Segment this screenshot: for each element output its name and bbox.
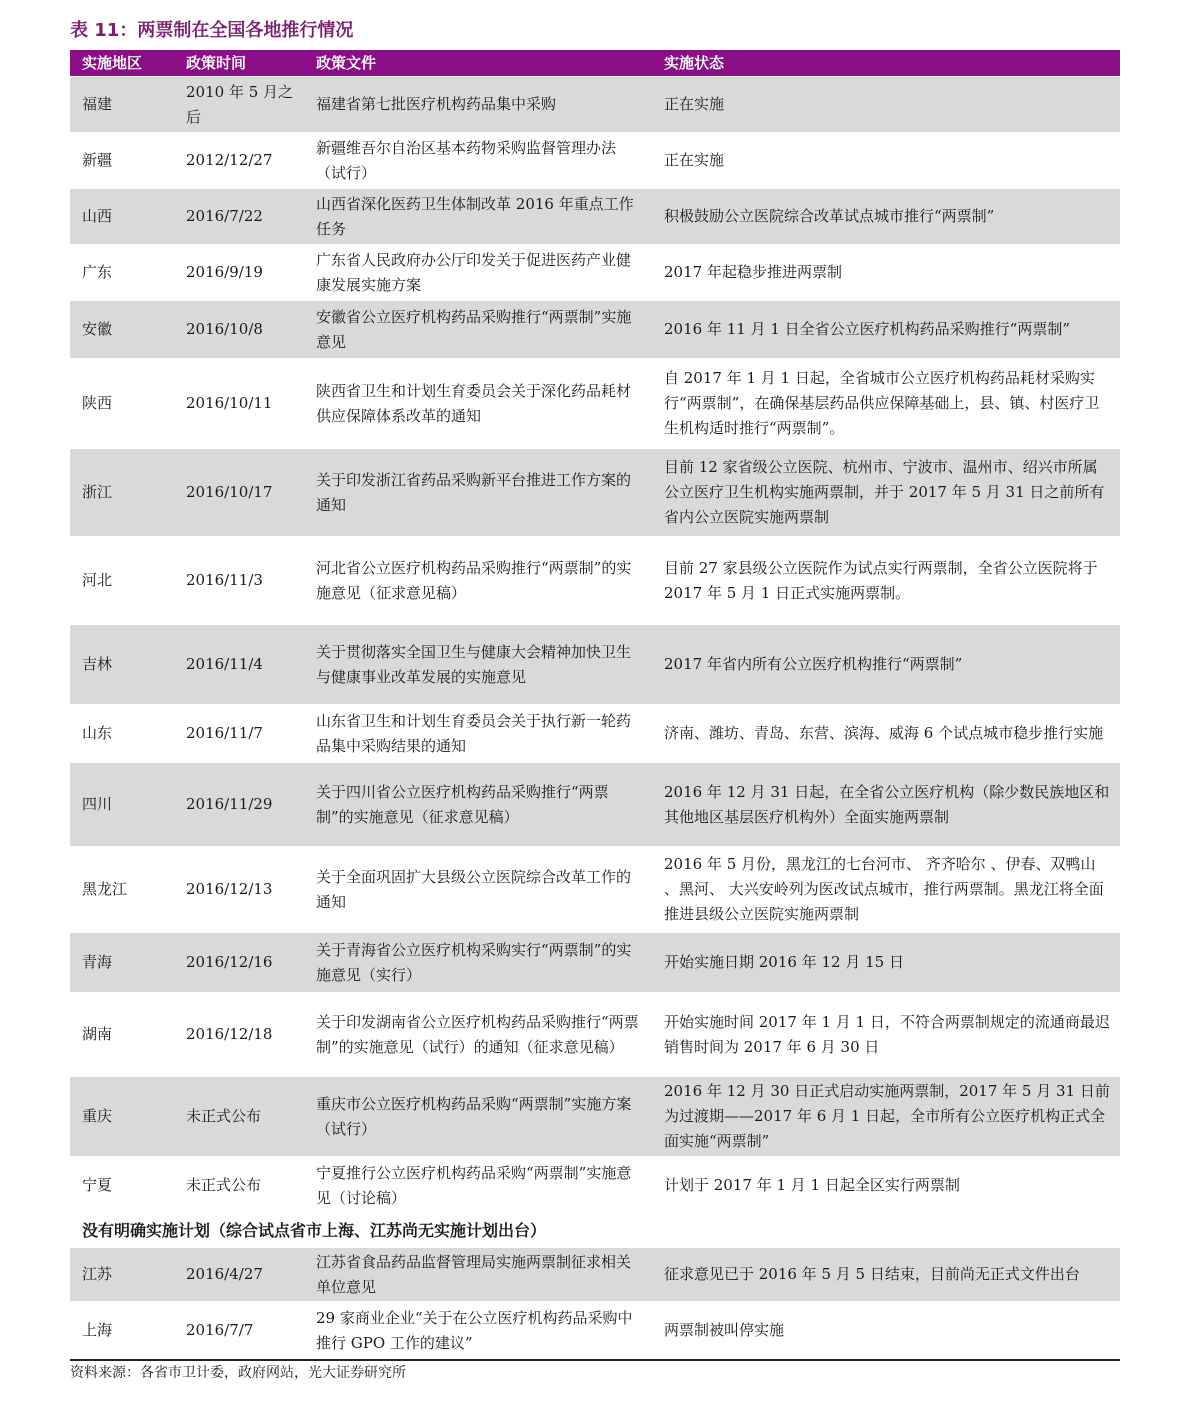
region-cell: 广东	[82, 263, 113, 281]
table-row	[70, 132, 1120, 188]
time-cell: 2010 年 5 月之后	[186, 82, 294, 126]
region-cell: 黑龙江	[82, 880, 128, 898]
header-document: 政策文件	[316, 54, 377, 72]
time-cell: 2016/12/13	[186, 880, 273, 898]
time-cell: 2016/11/3	[186, 571, 263, 589]
region-cell: 福建	[82, 95, 113, 113]
document-cell: 关于贯彻落实全国卫生与健康大会精神加快卫生与健康事业改革发展的实施意见	[316, 642, 632, 686]
region-cell: 陕西	[82, 394, 113, 412]
time-cell: 未正式公布	[186, 1176, 262, 1194]
table-row	[70, 992, 1120, 1076]
status-cell: 开始实施时间 2017 年 1 月 1 日，不符合两票制规定的流通商最迟销售时间为 2017 年 6 月 30 日	[664, 1012, 1110, 1056]
status-cell: 自 2017 年 1 月 1 日起，全省城市公立医疗机构药品耗材采购实行“两票制”，在确保基层药品供应保障基础上，县、镇、村医疗卫生机构适时推行“两票制”。	[664, 369, 1100, 437]
status-cell: 征求意见已于 2016 年 5 月 5 日结束，目前尚无正式文件出台	[664, 1265, 1080, 1283]
table-row	[70, 762, 1120, 846]
table-row	[70, 76, 1120, 132]
region-cell: 山东	[82, 724, 113, 742]
time-cell: 2016/11/29	[186, 795, 273, 813]
status-cell: 目前 27 家县级公立医院作为试点实行两票制，全省公立医院将于 2017 年 5 月 1 日正式实施两票制。	[664, 558, 1098, 602]
region-cell: 湖南	[82, 1025, 113, 1043]
time-cell: 未正式公布	[186, 1107, 262, 1125]
time-cell: 2016/9/19	[186, 263, 263, 281]
region-cell: 吉林	[82, 655, 113, 673]
status-cell: 积极鼓励公立医院综合改革试点城市推行“两票制”	[664, 207, 995, 225]
table-row	[70, 188, 1120, 244]
time-cell: 2016/10/11	[186, 394, 273, 412]
document-cell: 安徽省公立医疗机构药品采购推行“两票制”实施意见	[316, 307, 632, 351]
status-cell: 济南、潍坊、青岛、东营、滨海、威海 6 个试点城市稳步推行实施	[664, 724, 1104, 742]
table-row	[70, 846, 1120, 932]
document-cell: 山东省卫生和计划生育委员会关于执行新一轮药品集中采购结果的通知	[316, 711, 632, 755]
header-region: 实施地区	[82, 54, 143, 72]
region-cell: 重庆	[82, 1107, 113, 1125]
table-row	[70, 300, 1120, 358]
status-cell: 开始实施日期 2016 年 12 月 15 日	[664, 953, 904, 971]
table-title: 表 11：两票制在全国各地推行情况	[70, 20, 354, 41]
region-cell: 江苏	[82, 1265, 113, 1283]
table-row	[70, 358, 1120, 448]
status-cell: 2017 年起稳步推进两票制	[664, 263, 842, 281]
status-cell: 两票制被叫停实施	[664, 1321, 785, 1339]
header-status: 实施状态	[664, 54, 725, 72]
time-cell: 2016/7/22	[186, 207, 263, 225]
time-cell: 2016/4/27	[186, 1265, 263, 1283]
time-cell: 2016/11/7	[186, 724, 263, 742]
region-cell: 河北	[82, 571, 113, 589]
time-cell: 2016/7/7	[186, 1321, 254, 1339]
document-cell: 广东省人民政府办公厅印发关于促进医药产业健康发展实施方案	[316, 250, 632, 294]
header-time: 政策时间	[186, 54, 247, 72]
status-cell: 目前 12 家省级公立医院、杭州市、宁波市、温州市、绍兴市所属公立医疗卫生机构实施两票制，并于 2017 年 5 月 31 日之前所有省内公立医院实施两票制	[664, 458, 1105, 526]
document-cell: 新疆维吾尔自治区基本药物采购监督管理办法（试行）	[316, 138, 617, 182]
region-cell: 山西	[82, 207, 113, 225]
table-row	[70, 448, 1120, 536]
section-label: 没有明确实施计划（综合试点省市上海、江苏尚无实施计划出台）	[70, 1214, 1120, 1247]
status-cell: 2016 年 12 月 31 日起，在全省公立医疗机构（除少数民族地区和其他地区基层医疗机构外）全面实施两票制	[664, 782, 1110, 826]
region-cell: 青海	[82, 953, 113, 971]
region-cell: 上海	[82, 1321, 113, 1339]
document-cell: 山西省深化医药卫生体制改革 2016 年重点工作任务	[316, 194, 634, 238]
time-cell: 2016/12/18	[186, 1025, 273, 1043]
region-cell: 四川	[82, 795, 113, 813]
time-cell: 2016/10/8	[186, 320, 263, 338]
document-cell: 重庆市公立医疗机构药品采购“两票制”实施方案（试行）	[316, 1094, 632, 1138]
table-row	[70, 1156, 1120, 1214]
document-cell: 陕西省卫生和计划生育委员会关于深化药品耗材供应保障体系改革的通知	[316, 381, 632, 425]
document-cell: 关于印发湖南省公立医疗机构药品采购推行“两票制”的实施意见（试行）的通知（征求意见稿）	[316, 1012, 639, 1056]
document-cell: 关于印发浙江省药品采购新平台推进工作方案的通知	[316, 470, 632, 514]
table-row	[70, 932, 1120, 992]
document-cell: 河北省公立医疗机构药品采购推行“两票制”的实施意见（征求意见稿）	[316, 558, 632, 602]
table-row	[70, 1076, 1120, 1156]
status-cell: 2016 年 11 月 1 日全省公立医疗机构药品采购推行“两票制”	[664, 320, 1070, 338]
document-cell: 江苏省食品药品监督管理局实施两票制征求相关单位意见	[316, 1252, 632, 1296]
table-row	[70, 244, 1120, 300]
source-note: 资料来源：各省市卫计委，政府网站，光大证券研究所	[70, 1365, 406, 1381]
document-cell: 福建省第七批医疗机构药品集中采购	[316, 95, 557, 113]
table-row	[70, 536, 1120, 624]
region-cell: 宁夏	[82, 1176, 113, 1194]
document-cell: 29 家商业企业“关于在公立医疗机构药品采购中推行 GPO 工作的建议”	[316, 1308, 633, 1352]
status-cell: 正在实施	[664, 151, 725, 169]
status-cell: 2017 年省内所有公立医疗机构推行“两票制”	[664, 655, 963, 673]
table-row	[70, 624, 1120, 704]
document-cell: 关于青海省公立医疗机构采购实行“两票制”的实施意见（实行）	[316, 940, 632, 984]
document-cell: 关于四川省公立医疗机构药品采购推行“两票制”的实施意见（征求意见稿）	[316, 782, 609, 826]
region-cell: 浙江	[82, 483, 113, 501]
time-cell: 2016/12/16	[186, 953, 273, 971]
table-row	[70, 704, 1120, 762]
region-cell: 安徽	[82, 320, 113, 338]
status-cell: 2016 年 5 月份，黑龙江的七台河市、 齐齐哈尔 、伊春、双鸭山 、黑河、 大兴安岭列为医改试点城市，推行两票制。黑龙江将全面推进县级公立医院实施两票制	[664, 855, 1104, 923]
table-row	[70, 1301, 1120, 1359]
time-cell: 2012/12/27	[186, 151, 273, 169]
document-cell: 关于全面巩固扩大县级公立医院综合改革工作的通知	[316, 867, 632, 911]
table-header	[70, 50, 1120, 76]
time-cell: 2016/10/17	[186, 483, 273, 501]
document-cell: 宁夏推行公立医疗机构药品采购“两票制”实施意见（讨论稿）	[316, 1163, 632, 1207]
status-cell: 计划于 2017 年 1 月 1 日起全区实行两票制	[664, 1176, 960, 1194]
region-cell: 新疆	[82, 151, 113, 169]
status-cell: 2016 年 12 月 30 日正式启动实施两票制，2017 年 5 月 31 日前为过渡期——2017 年 6 月 1 日起，全市所有公立医疗机构正式全面实施“两票制”	[664, 1082, 1110, 1150]
policy-table	[70, 50, 1120, 1361]
status-cell: 正在实施	[664, 95, 725, 113]
time-cell: 2016/11/4	[186, 655, 263, 673]
table-row	[70, 1247, 1120, 1301]
